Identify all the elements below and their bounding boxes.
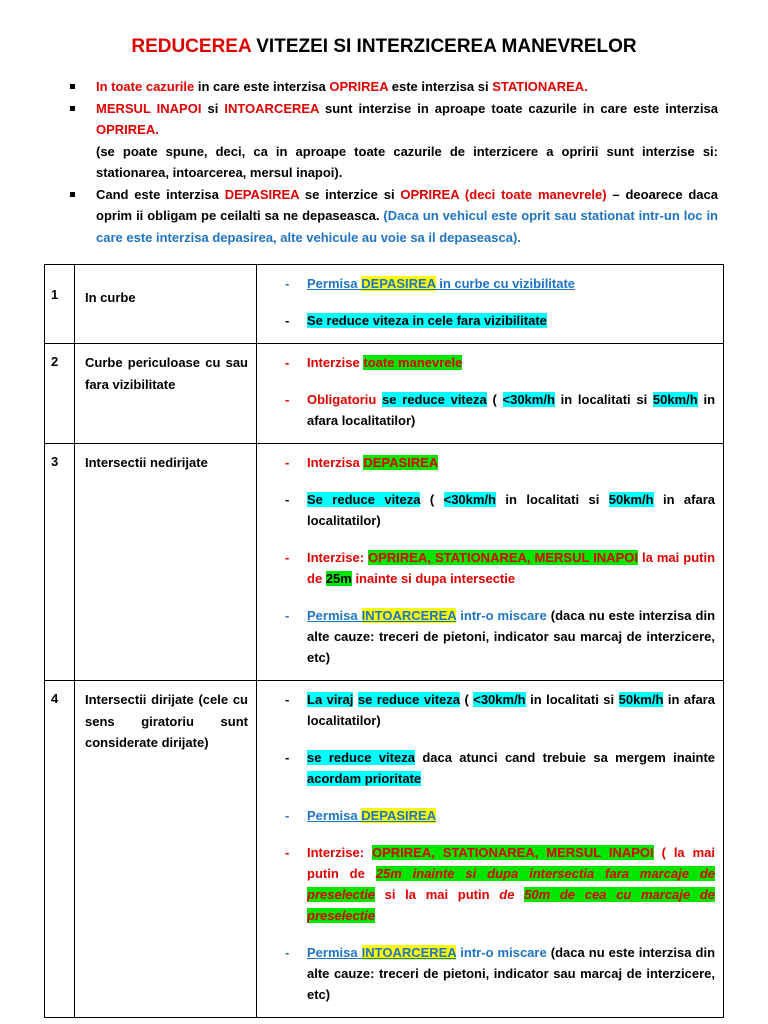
dash-marker: - — [285, 355, 290, 370]
row-number: 2 — [51, 354, 59, 369]
item-text: in curbe cu vizibilitate — [435, 276, 576, 291]
item-text: Se reduce viteza — [307, 492, 421, 507]
table-row — [45, 265, 724, 344]
item-text: in localitati si — [496, 492, 609, 507]
bullet-text: (Daca un vehicul este oprit sau stationat intr-un loc in care este interzisa depasirea, alte vehicule au voie sa il depaseasca). — [96, 208, 718, 245]
item-text — [514, 887, 524, 902]
row-number-cell — [45, 444, 75, 681]
bullet-text: (se poate spune, deci, ca in aproape toate cazurile de interzicere a opririi sunt interzise si: stationarea, intoarcerea, mersul inapoi). — [96, 143, 718, 180]
row-label: In curbe — [85, 290, 136, 305]
bullet-text: In toate cazurile — [96, 79, 195, 94]
rules-table — [44, 264, 724, 1018]
item-text: 50km/h — [652, 392, 698, 407]
list-item — [257, 389, 715, 431]
bullet-item — [70, 98, 718, 184]
item-text: se reduce viteza — [307, 750, 415, 765]
item-text: 25m inainte si dupa intersectia fara marcaje de preselectie — [307, 866, 715, 902]
item-text: (daca nu este interzisa din alte cauze: treceri de pietoni, indicator sau marcaj de interzicere, etc) — [307, 608, 716, 665]
item-text: Permisa — [307, 808, 362, 823]
item-text: Interzise: — [307, 845, 372, 860]
item-text: <30km/h — [502, 392, 555, 407]
row-items-cell — [257, 265, 724, 344]
item-text: in afara localitatilor) — [307, 492, 715, 528]
item-text: si la mai putin — [374, 887, 500, 902]
item-text: la mai putin de — [307, 550, 716, 586]
row-items-cell — [257, 444, 724, 681]
list-item — [257, 452, 715, 473]
item-text: Se reduce viteza in cele fara vizibilitate — [307, 313, 547, 328]
item-text: in localitati si — [525, 692, 619, 707]
list-item — [257, 352, 715, 373]
bullet-text: OPRIREA — [329, 79, 389, 94]
item-text: 50km/h — [618, 692, 664, 707]
page-title — [0, 36, 768, 58]
bullet-text: INTOARCEREA — [224, 100, 319, 116]
bullet-text: Cand este interzisa — [96, 186, 225, 202]
list-item — [257, 842, 715, 926]
row-number-cell — [45, 344, 75, 444]
title-rest: VITEZEI SI INTERZICEREA MANEVRELOR — [250, 36, 637, 57]
bullet-list — [70, 76, 718, 248]
row-number-cell — [45, 681, 75, 1018]
bullet-text: si — [201, 100, 225, 116]
dash-marker: - — [285, 492, 290, 507]
row-label-cell — [75, 265, 257, 344]
item-text: La viraj — [307, 692, 354, 707]
item-text: acordam prioritate — [307, 771, 422, 786]
list-item — [257, 805, 715, 826]
table-row — [45, 344, 724, 444]
row-number: 3 — [51, 454, 59, 469]
bullet-text: in care este interzisa — [194, 79, 330, 94]
row-label-cell — [75, 681, 257, 1018]
row-items-cell — [257, 681, 724, 1018]
item-text: 25m — [325, 571, 352, 586]
item-text: intr-o miscare — [456, 608, 547, 623]
bullet-square-icon — [70, 106, 75, 111]
row-label-cell — [75, 344, 257, 444]
bullet-item — [70, 184, 718, 249]
item-text: ( la mai putin de — [307, 845, 715, 881]
item-text: toate manevrele — [363, 355, 463, 370]
list-item — [257, 547, 715, 589]
list-item — [257, 689, 715, 731]
item-text: 50km/h — [608, 492, 654, 507]
item-text: OPRIREA, STATIONAREA, MERSUL INAPOI — [372, 845, 654, 860]
dash-marker: - — [285, 608, 290, 623]
item-text: inainte si dupa intersectie — [351, 571, 516, 586]
item-text: ( — [486, 392, 503, 407]
list-item — [257, 747, 715, 789]
row-label: Curbe periculoase cu sau fara vizibilitate — [85, 355, 248, 392]
item-text: <30km/h — [473, 692, 526, 707]
item-text: INTOARCEREA — [361, 608, 457, 623]
item-text: DEPASIREA — [363, 455, 439, 470]
row-label: Intersectii dirijate (cele cu sens giratoriu sunt considerate dirijate) — [85, 692, 248, 750]
dash-marker: - — [285, 276, 290, 291]
row-number: 1 — [51, 287, 59, 302]
item-text: in localitati si — [554, 392, 653, 407]
item-text: <30km/h — [443, 492, 497, 507]
table-row — [45, 444, 724, 681]
bullet-text: sunt interzise in aproape toate cazurile in care este interzisa — [318, 100, 718, 116]
item-text: Permisa — [307, 945, 362, 960]
item-text: DEPASIREA — [361, 808, 437, 823]
list-item — [257, 605, 715, 668]
bullet-text: STATIONAREA. — [492, 79, 588, 94]
row-label-cell — [75, 444, 257, 681]
item-text: INTOARCEREA — [361, 945, 457, 960]
title-highlight: REDUCEREA — [131, 36, 251, 57]
row-number-cell — [45, 265, 75, 344]
dash-marker: - — [285, 550, 290, 565]
list-item — [257, 489, 715, 531]
item-text: DEPASIREA — [361, 276, 436, 291]
list-item — [257, 273, 715, 294]
bullet-text: MERSUL INAPOI — [96, 100, 202, 116]
bullet-square-icon — [70, 84, 75, 89]
item-text: (daca nu este interzisa din alte cauze: treceri de pietoni, indicator sau marcaj de interzicere, etc) — [307, 945, 716, 1002]
item-text: daca atunci cand trebuie sa mergem inainte — [414, 750, 716, 765]
item-text: se reduce viteza — [382, 392, 487, 407]
dash-marker: - — [285, 945, 290, 960]
dash-marker: - — [285, 845, 290, 860]
row-items-cell — [257, 344, 724, 444]
dash-marker: - — [285, 692, 290, 707]
row-number: 4 — [51, 691, 59, 706]
item-text: Interzisa — [307, 455, 364, 470]
item-text: Interzise — [307, 355, 364, 370]
list-item — [257, 942, 715, 1005]
bullet-item — [70, 76, 718, 98]
row-label: Intersectii nedirijate — [85, 455, 208, 470]
bullet-text: OPRIREA. — [96, 122, 159, 137]
bullet-square-icon — [70, 192, 75, 197]
item-text: in afara localitatilor) — [307, 692, 715, 728]
dash-marker: - — [285, 455, 290, 470]
item-text: Permisa — [307, 608, 362, 623]
bullet-text: OPRIREA (deci toate manevrele) — [400, 186, 607, 202]
item-text: intr-o miscare — [456, 945, 547, 960]
list-item — [257, 310, 715, 331]
dash-marker: - — [285, 808, 290, 823]
item-text: se reduce viteza — [357, 692, 460, 707]
item-text: 50m de cea cu marcaje de preselectie — [307, 887, 715, 923]
item-text: in afara localitatilor) — [307, 392, 716, 428]
item-text: de — [499, 887, 515, 902]
dash-marker: - — [285, 313, 290, 328]
bullet-text: se interzice si — [299, 186, 401, 202]
item-text: Interzise: — [307, 550, 369, 565]
table-row — [45, 681, 724, 1018]
bullet-text: DEPASIREA — [224, 186, 300, 202]
dash-marker: - — [285, 750, 290, 765]
bullet-text: – deoarece daca oprim ii obligam pe ceilalti sa ne depaseasca. — [96, 186, 718, 223]
bullet-text: este interzisa si — [388, 79, 493, 94]
dash-marker: - — [285, 392, 290, 407]
item-text: Obligatoriu — [307, 392, 383, 407]
item-text: ( — [459, 692, 474, 707]
item-text: Permisa — [307, 276, 362, 291]
item-text: OPRIREA, STATIONAREA, MERSUL INAPOI — [368, 550, 638, 565]
item-text: ( — [420, 492, 444, 507]
